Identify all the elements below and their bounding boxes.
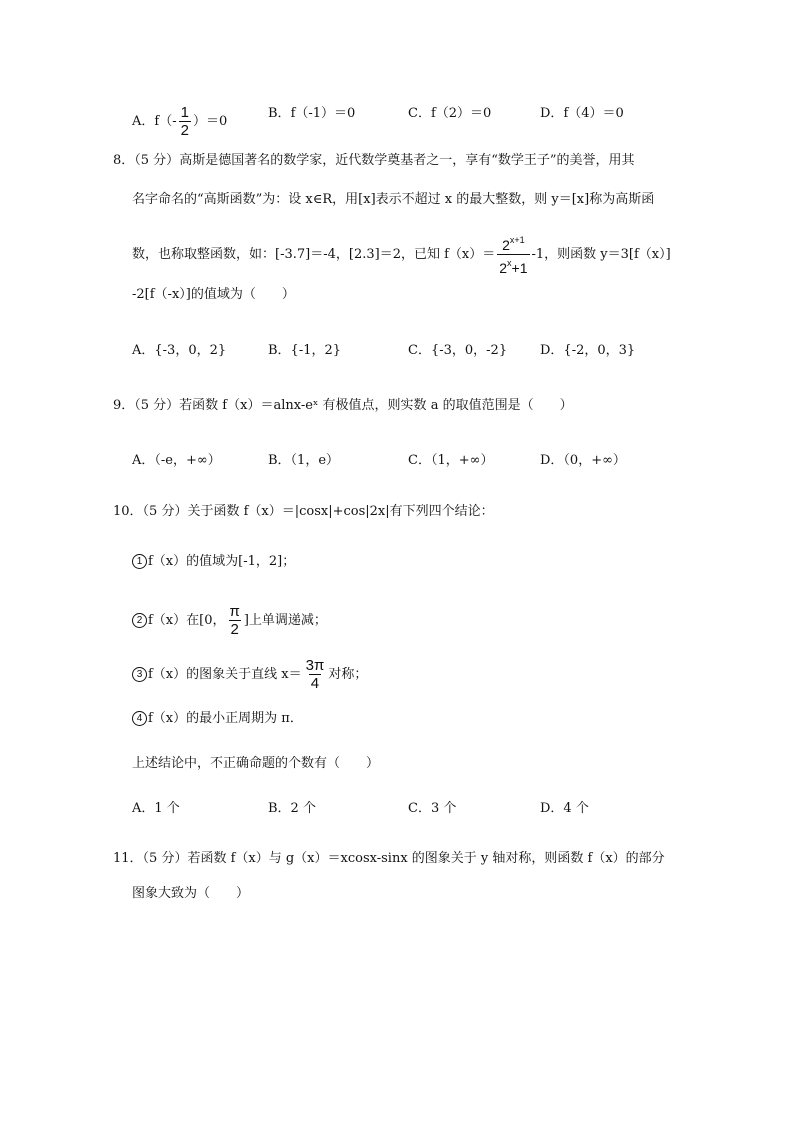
q10-conclusion-4 <box>132 709 303 729</box>
q8-option-a[interactable]: A．{-3，0，2} <box>132 343 227 358</box>
q8-frac-den-exp: x <box>507 258 512 268</box>
q10-conclusion-2-pre: f（x）在[0， <box>148 613 226 628</box>
q9-stem: 9．（5 分）若函数 f（x）＝alnx-eˣ 有极值点，则实数 a 的取值范围是（ ） <box>113 398 573 413</box>
q10-c2-den: 2 <box>230 621 239 638</box>
q10-conclusion-3-pre: f（x）的图象关于直线 x＝ <box>148 667 302 682</box>
q10-conclusion-3 <box>132 657 367 692</box>
q7-option-a[interactable] <box>132 104 227 139</box>
q8-option-b[interactable]: B．{-1，2} <box>268 343 342 358</box>
q7-option-a-den: 2 <box>180 122 189 139</box>
q7-option-c-text: f（2）＝0 <box>430 106 492 121</box>
q7-option-c[interactable] <box>408 104 491 124</box>
q7-option-a-pre: f（- <box>154 114 177 129</box>
q10-conclusion-3-post: 对称； <box>328 667 368 682</box>
q10-option-c[interactable]: C．3 个 <box>408 801 457 816</box>
q8-score: （5 分） <box>134 153 180 168</box>
q11-line-1: 11．（5 分）若函数 f（x）与 g（x）＝xcosx-sinx 的图象关于 y 轴对称，则函数 f（x）的部分 <box>113 851 665 866</box>
q10-option-a[interactable]: A．1 个 <box>132 801 180 816</box>
q9-option-a[interactable]: A．（-e，+∞） <box>132 453 221 468</box>
q10-conclusion-3-fraction <box>304 657 327 692</box>
q7-option-b[interactable] <box>268 104 355 124</box>
q8-fraction <box>497 232 529 277</box>
q8-line-4: -2[f（-x）]的值域为（ ） <box>132 287 295 302</box>
q8-line-3-post: -1，则函数 y＝3[f（x）] <box>531 247 671 262</box>
q8-line-1 <box>113 151 634 171</box>
q8-number: 8． <box>113 153 135 168</box>
q8-line-2: 名字命名的“高斯函数”为：设 x∈R，用[x]表示不超过 x 的最大整数，则 y＝[x]称为高斯函 <box>132 192 655 207</box>
q8-frac-den-base: 2 <box>499 260 508 276</box>
q10-stem: 10．（5 分）关于函数 f（x）＝|cosx|+cos|2x|有下列四个结论： <box>113 504 494 519</box>
q9-option-b[interactable]: B．（1，e） <box>268 453 340 468</box>
q7-option-a-num: 1 <box>180 104 189 121</box>
circled-number-4-icon: 4 <box>132 711 147 726</box>
q7-option-d-label: D． <box>540 106 564 121</box>
q11-line-2: 图象大致为（ ） <box>132 886 250 901</box>
q7-option-b-label: B． <box>268 106 291 121</box>
q10-conclusion-2 <box>132 603 327 638</box>
q8-frac-num-base: 2 <box>502 237 510 253</box>
circled-number-3-icon: 3 <box>132 667 147 682</box>
q10-c2-num: π <box>229 603 240 620</box>
q8-frac-den <box>497 254 529 277</box>
circled-number-2-icon: 2 <box>132 613 147 628</box>
q8-line-3 <box>132 232 671 277</box>
q7-option-c-label: C． <box>408 106 431 121</box>
q10-conclusion-1 <box>132 552 295 572</box>
q7-option-a-fraction <box>179 104 191 139</box>
q8-frac-den-tail: +1 <box>511 260 528 276</box>
q8-text-1: 高斯是德国著名的数学家，近代数学奠基者之一，享有“数学王子”的美誉，用其 <box>179 153 635 168</box>
q9-option-d[interactable]: D．（0，+∞） <box>540 453 626 468</box>
q8-option-c[interactable]: C．{-3，0，-2} <box>408 343 508 358</box>
q10-option-d[interactable]: D．4 个 <box>540 801 589 816</box>
q10-conclusion-1-text: f（x）的值域为[-1，2]； <box>148 554 296 569</box>
q9-option-c[interactable]: C．（1，+∞） <box>408 453 494 468</box>
q10-question: 上述结论中，不正确命题的个数有（ ） <box>132 756 380 771</box>
q10-conclusion-4-text: f（x）的最小正周期为 π． <box>148 711 303 726</box>
q8-option-d[interactable]: D．{-2，0，3} <box>540 343 636 358</box>
q10-conclusion-2-fraction <box>228 603 242 638</box>
q7-option-a-label: A． <box>132 114 155 129</box>
q7-option-a-post: ）＝0 <box>192 114 228 129</box>
q8-frac-num-exp: x+1 <box>509 235 525 245</box>
q10-c3-den: 4 <box>310 675 320 692</box>
q10-option-b[interactable]: B．2 个 <box>268 801 316 816</box>
q8-frac-num <box>500 232 527 254</box>
circled-number-1-icon: 1 <box>132 554 147 569</box>
q7-option-d[interactable] <box>540 104 624 124</box>
q10-c3-num: 3π <box>305 657 325 674</box>
q10-conclusion-2-post: ]上单调递减； <box>243 613 327 628</box>
q8-line-3-pre: 数，也称取整函数，如：[-3.7]＝-4，[2.3]＝2，已知 f（x）＝ <box>132 247 496 262</box>
q7-option-b-text: f（-1）＝0 <box>290 106 356 121</box>
q7-option-d-text: f（4）＝0 <box>563 106 624 121</box>
